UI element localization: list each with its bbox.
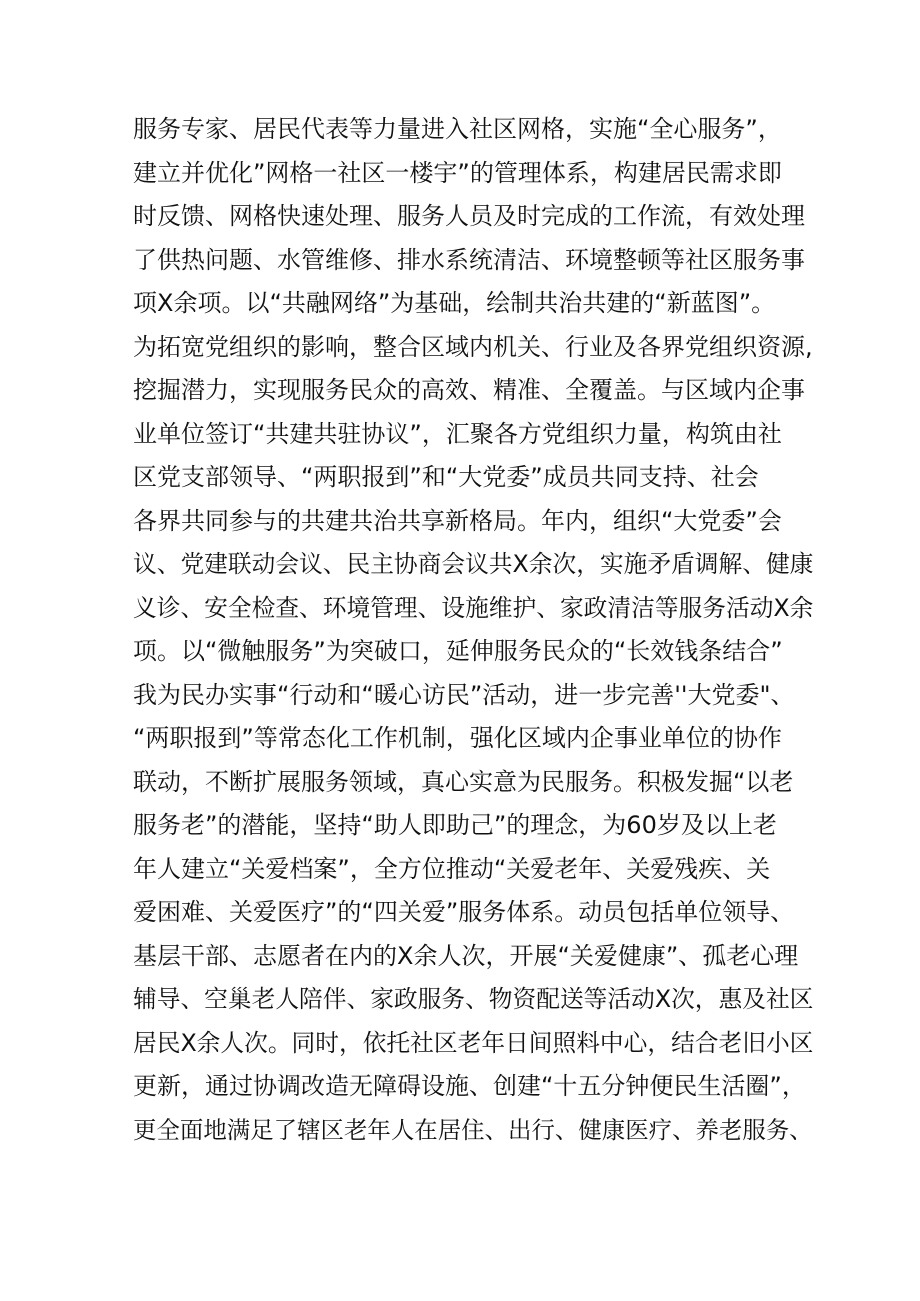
text-line: 区党支部领导、“两职报到”和“大党委”成员共同支持、社会 — [133, 463, 759, 491]
text-line: 建立并优化”网格一社区一楼宇”的管理体系，构建居民需求即 — [133, 158, 782, 187]
text-line: 义诊、安全检查、环境管理、设施维护、家政清洁等服务活动X余 — [133, 593, 814, 622]
text-line: 我为民办实事“行动和“暖心访民”活动，进一步完善''大党委"、 — [133, 680, 795, 709]
text-line: 基层干部、志愿者在内的X余人次，开展“关爱健康”、孤老心理 — [133, 941, 799, 970]
text-line: 辅导、空巢老人陪伴、家政服务、物资配送等活动X次，惠及社区 — [133, 985, 814, 1013]
text-line: 更全面地满足了辖区老年人在居住、出行、健康医疗、养老服务、 — [133, 1115, 813, 1144]
text-line: 时反馈、网格快速处理、服务人员及时完成的工作流，有效处理 — [133, 202, 805, 230]
text-line: 了供热问题、水管维修、排水系统清洁、环境整顿等社区服务事 — [133, 245, 805, 274]
text-line: 议、党建联动会议、民主协商会议共X余次，实施矛盾调解、健康 — [133, 550, 814, 578]
text-line: 各界共同参与的共建共治共享新格局。年内，组织“大党委”会 — [133, 506, 782, 535]
text-line: 业单位签订“共建共驻协议”，汇聚各方党组织力量，构筑由社 — [133, 419, 782, 448]
text-line: 项。以“微触服务”为突破口，延伸服务民众的“长效钱条结合” — [133, 637, 783, 665]
text-line: 联动，不断扩展服务领域，真心实意为民服务。积极发掘“以老 — [133, 767, 794, 796]
text-line: 爱困难、关爱医疗”的“四关爱”服务体系。动员包括单位领导、 — [133, 898, 795, 926]
text-line: 年人建立“关爱档案”，全方位推动“关爱老年、关爱残疾、关 — [133, 854, 771, 883]
text-line: 服务专家、居民代表等力量进入社区网格，实施“全心服务”， — [133, 115, 782, 143]
text-line: “两职报到”等常态化工作机制，强化区域内企事业单位的协作 — [133, 724, 782, 752]
body-paragraph — [133, 108, 813, 1152]
text-line: 居民X余人次。同时，依托社区老年日间照料中心，结合老旧小区 — [133, 1028, 814, 1057]
text-line: 项X余项。以“共融网络”为基础，绘制共治共建的“新蓝图”。 — [133, 289, 776, 317]
text-line: 挖掘潜力，实现服务民众的高效、精准、全覆盖。与区域内企事 — [133, 376, 805, 404]
text-line: 为拓宽党组织的影响，整合区域内机关、行业及各界党组织资源, — [133, 332, 813, 361]
text-line: 服务老”的潜能，坚持“助人即助己”的理念，为60岁及以上老 — [133, 811, 777, 839]
text-line: 更新，通过协调改造无障碍设施、创建“十五分钟便民生活圈”， — [133, 1072, 806, 1100]
